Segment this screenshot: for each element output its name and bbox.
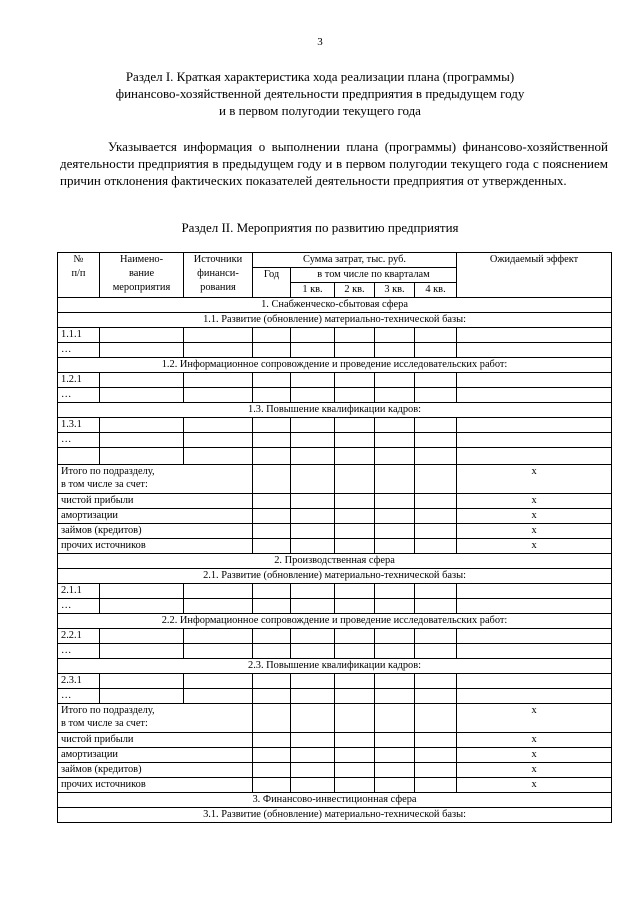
header-effect: Ожидаемый эффект: [457, 253, 612, 298]
header-year: Год: [253, 268, 291, 298]
table-row: [58, 584, 612, 599]
header-number: № п/п: [58, 253, 100, 298]
table-row: [58, 629, 612, 644]
section1-title-line: и в первом полугодии текущего года: [219, 103, 421, 118]
sphere-row: 2. Производственная сфера: [58, 554, 612, 569]
source-row: [58, 748, 612, 763]
header-sources: Источники финанси- рования: [184, 253, 253, 298]
table-row: [58, 388, 612, 403]
table-row: [58, 418, 612, 433]
section1-title-line: Раздел I. Краткая характеристика хода реализации плана (программы): [125, 69, 515, 84]
sphere-row: 3. Финансово-инвестиционная сфера: [58, 793, 612, 808]
source-row: [58, 733, 612, 748]
source-row: [58, 509, 612, 524]
source-label: чистой прибыли: [58, 733, 253, 748]
source-label: чистой прибыли: [58, 494, 253, 509]
row-number: 1.3.1: [58, 418, 100, 433]
row-number: 2.1.1: [58, 584, 100, 599]
row-ellipsis: …: [58, 433, 100, 448]
row-number: 1.1.1: [58, 328, 100, 343]
section1-body: Указывается информация о выполнении плана (программы) финансово-хозяйственной деятельности предприятия в предыдущем году и в первом полугодии текущего года с пояснением причин отклонения фактических показателей деятельности предприятия от утвержденных.: [60, 139, 608, 188]
table-row: [58, 433, 612, 448]
source-row: [58, 778, 612, 793]
row-ellipsis: …: [58, 599, 100, 614]
subsection-row: 2.2. Информационное сопровождение и проведение исследовательских работ:: [58, 614, 612, 629]
effect-x: x: [457, 494, 612, 509]
source-label: амортизации: [58, 748, 253, 763]
subsection-row: 2.1. Развитие (обновление) материально-технической базы:: [58, 569, 612, 584]
row-number: 2.2.1: [58, 629, 100, 644]
effect-x: x: [457, 704, 612, 733]
effect-x: x: [457, 778, 612, 793]
effect-x: x: [457, 465, 612, 494]
effect-x: x: [457, 733, 612, 748]
table-row: [58, 599, 612, 614]
effect-x: x: [457, 748, 612, 763]
header-q2: 2 кв.: [335, 283, 375, 298]
section2-title: Раздел II. Мероприятия по развитию предприятия: [181, 220, 459, 235]
table-row: [58, 644, 612, 659]
header-q3: 3 кв.: [375, 283, 415, 298]
header-quarters: в том числе по кварталам: [291, 268, 457, 283]
section1-title-line: финансово-хозяйственной деятельности предприятия в предыдущем году: [115, 86, 525, 101]
subsection-row: 1.2. Информационное сопровождение и проведение исследовательских работ:: [58, 358, 612, 373]
effect-x: x: [457, 539, 612, 554]
source-label: прочих источников: [58, 539, 253, 554]
source-row: [58, 763, 612, 778]
total-row: [58, 704, 612, 733]
source-label: займов (кредитов): [58, 763, 253, 778]
row-number: 1.2.1: [58, 373, 100, 388]
header-q4: 4 кв.: [415, 283, 457, 298]
header-sum: Сумма затрат, тыс. руб.: [253, 253, 457, 268]
row-ellipsis: …: [58, 689, 100, 704]
table-row: [58, 373, 612, 388]
page-number: 3: [317, 36, 323, 48]
effect-x: x: [457, 763, 612, 778]
header-name: Наимено- вание мероприятия: [100, 253, 184, 298]
table-row: [58, 328, 612, 343]
total-row: [58, 465, 612, 494]
table-row: [58, 689, 612, 704]
sphere-row: 1. Снабженческо-сбытовая сфера: [58, 298, 612, 313]
subsection-row: 3.1. Развитие (обновление) материально-технической базы:: [58, 808, 612, 823]
header-q1: 1 кв.: [291, 283, 335, 298]
row-ellipsis: …: [58, 388, 100, 403]
source-row: [58, 539, 612, 554]
row-ellipsis: …: [58, 644, 100, 659]
measures-table: [57, 252, 612, 823]
section1-title: [60, 68, 580, 119]
row-number: 2.3.1: [58, 674, 100, 689]
total-label: Итого по подразделу, в том числе за счет:: [58, 465, 253, 494]
source-label: амортизации: [58, 509, 253, 524]
row-ellipsis: …: [58, 343, 100, 358]
effect-x: x: [457, 509, 612, 524]
subsection-row: 2.3. Повышение квалификации кадров:: [58, 659, 612, 674]
table-header-row: [58, 253, 612, 268]
source-label: прочих источников: [58, 778, 253, 793]
source-row: [58, 494, 612, 509]
table-row: [58, 448, 612, 465]
table-row: [58, 343, 612, 358]
subsection-row: 1.3. Повышение квалификации кадров:: [58, 403, 612, 418]
subsection-row: 1.1. Развитие (обновление) материально-технической базы:: [58, 313, 612, 328]
source-label: займов (кредитов): [58, 524, 253, 539]
table-row: [58, 674, 612, 689]
total-label: Итого по подразделу, в том числе за счет:: [58, 704, 253, 733]
effect-x: x: [457, 524, 612, 539]
source-row: [58, 524, 612, 539]
